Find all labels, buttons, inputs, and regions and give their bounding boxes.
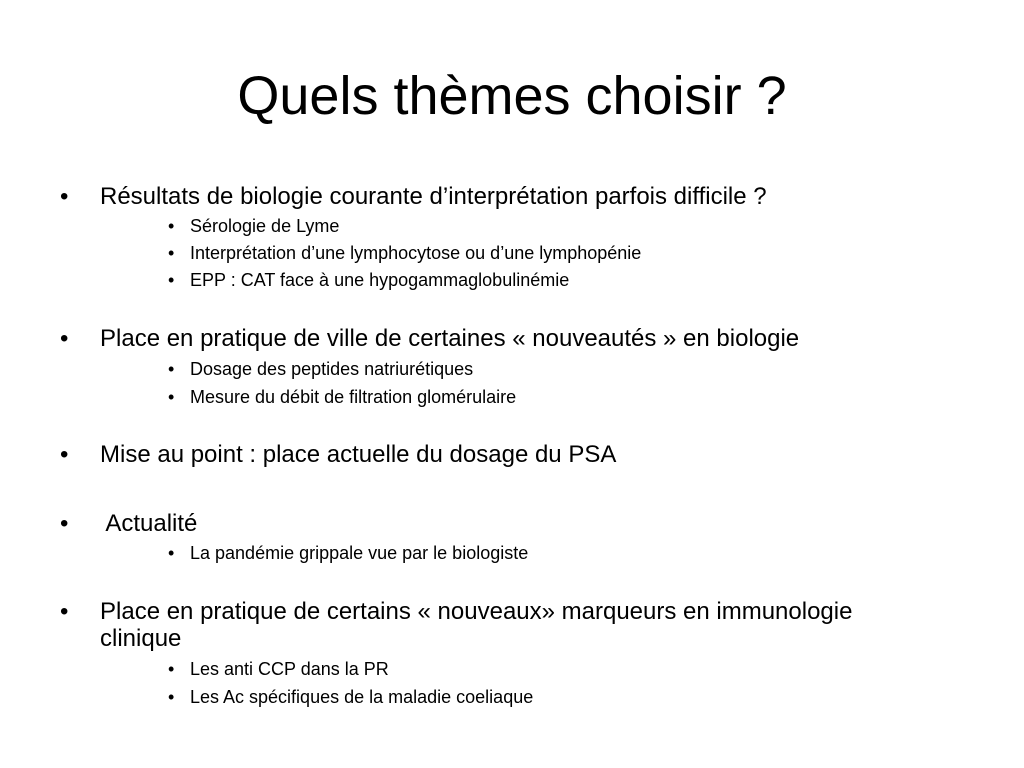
slide-title: Quels thèmes choisir ? — [237, 66, 787, 126]
sub-bullet-icon: • — [168, 543, 175, 563]
sub-bullet-text: Mesure du débit de filtration glomérulaire — [190, 387, 517, 407]
bullet-item-text: Place en pratique de certains « nouveaux» marqueurs en immunologie clinique — [100, 598, 853, 652]
sub-bullet-text: Interprétation d’une lymphocytose ou d’une lymphopénie — [190, 243, 642, 263]
bullet-item-text: Actualité — [100, 510, 198, 537]
sub-bullet-icon: • — [168, 243, 175, 263]
bullet-icon: • — [60, 441, 69, 468]
sub-bullet-text: Les anti CCP dans la PR — [190, 659, 389, 679]
bullet-item-text: Mise au point : place actuelle du dosage du PSA — [100, 441, 617, 468]
sub-bullet-text: Les Ac spécifiques de la maladie coeliaque — [190, 687, 534, 707]
sub-bullet-text: Dosage des peptides natriurétiques — [190, 359, 474, 379]
sub-bullet-icon: • — [168, 387, 175, 407]
sub-bullet-icon: • — [168, 216, 175, 236]
sub-bullet-text: Sérologie de Lyme — [190, 216, 340, 236]
bullet-icon: • — [60, 325, 69, 352]
bullet-icon: • — [60, 183, 69, 210]
bullet-item-text: Place en pratique de ville de certaines « nouveautés » en biologie — [100, 325, 800, 352]
bullet-icon: • — [60, 510, 69, 537]
bullet-icon: • — [60, 598, 69, 625]
sub-bullet-text: La pandémie grippale vue par le biologiste — [190, 543, 529, 563]
sub-bullet-text: EPP : CAT face à une hypogammaglobulinémie — [190, 270, 570, 290]
sub-bullet-icon: • — [168, 659, 175, 679]
bullet-item-text: Résultats de biologie courante d’interprétation parfois difficile ? — [100, 183, 767, 210]
sub-bullet-icon: • — [168, 359, 175, 379]
sub-bullet-icon: • — [168, 687, 175, 707]
sub-bullet-icon: • — [168, 270, 175, 290]
